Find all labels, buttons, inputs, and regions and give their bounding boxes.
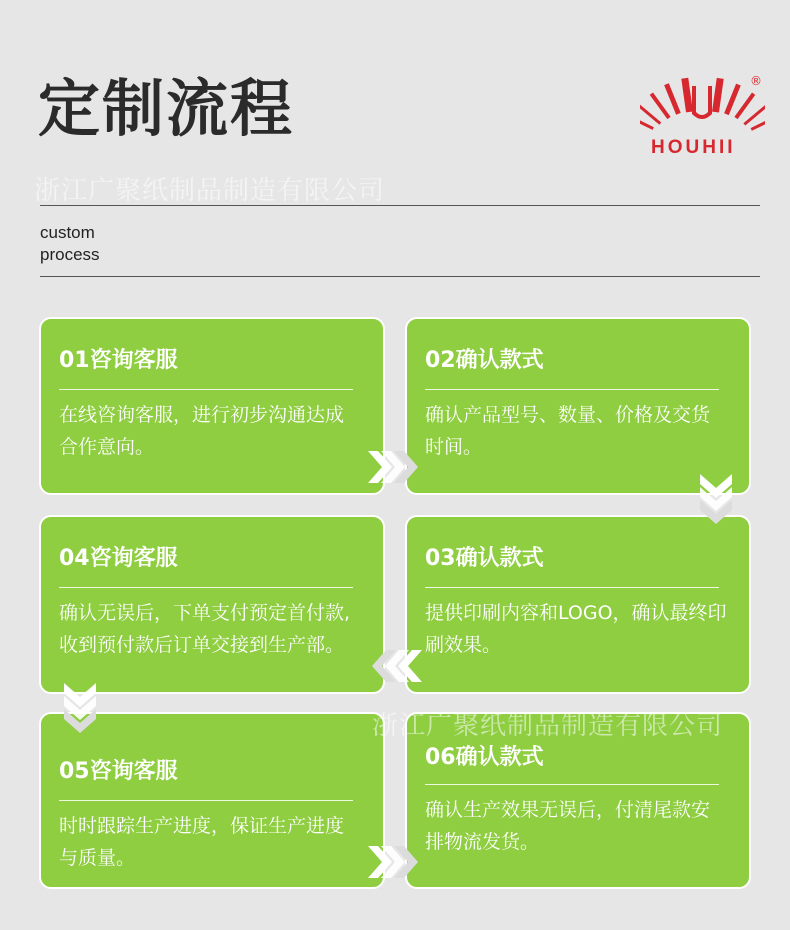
- step-divider: [59, 389, 353, 390]
- step-card-02: [405, 317, 751, 495]
- step-card-03: [405, 515, 751, 694]
- registered-mark: ®: [750, 74, 762, 88]
- step-description: 确认生产效果无误后，付清尾款安排物流发货。: [425, 799, 711, 853]
- divider-bottom: [40, 276, 760, 277]
- chevron-right-icon: [368, 844, 420, 880]
- subtitle-line-1: custom: [40, 223, 95, 242]
- watermark-top: 浙江广聚纸制品制造有限公司: [34, 176, 386, 206]
- step-title: 04咨询客服: [59, 546, 178, 571]
- step-divider: [59, 800, 353, 801]
- step-card-04: [39, 515, 385, 694]
- step-title: 03确认款式: [425, 546, 544, 571]
- step-title: 06确认款式: [425, 745, 544, 770]
- step-divider: [425, 784, 719, 785]
- page-title: 定制流程: [38, 72, 295, 145]
- chevron-down-icon: [698, 474, 734, 526]
- step-card-01: [39, 317, 385, 495]
- chevron-right-icon: [368, 449, 420, 485]
- step-divider: [425, 587, 719, 588]
- logo-text: HOUHII: [651, 137, 736, 158]
- watermark-bottom: 浙江广聚纸制品制造有限公司: [372, 711, 724, 741]
- step-divider: [425, 389, 719, 390]
- chevron-down-icon: [62, 683, 98, 735]
- chevron-left-icon: [370, 648, 422, 684]
- step-card-05: [39, 712, 385, 889]
- step-description: 时时跟踪生产进度，保证生产进度与质量。: [59, 815, 345, 869]
- subtitle-line-2: process: [40, 245, 100, 264]
- step-divider: [59, 587, 353, 588]
- step-title: 02确认款式: [425, 348, 544, 373]
- step-description: 确认无误后，下单支付预定首付款,收到预付款后订单交接到生产部。: [59, 602, 351, 656]
- step-description: 在线咨询客服，进行初步沟通达成合作意向。: [59, 404, 345, 458]
- step-title: 01咨询客服: [59, 348, 178, 373]
- page-subtitle: [40, 222, 100, 266]
- step-description: 确认产品型号、数量、价格及交货时间。: [425, 404, 711, 458]
- step-description: 提供印刷内容和LOGO，确认最终印刷效果。: [425, 602, 727, 656]
- step-title: 05咨询客服: [59, 759, 178, 784]
